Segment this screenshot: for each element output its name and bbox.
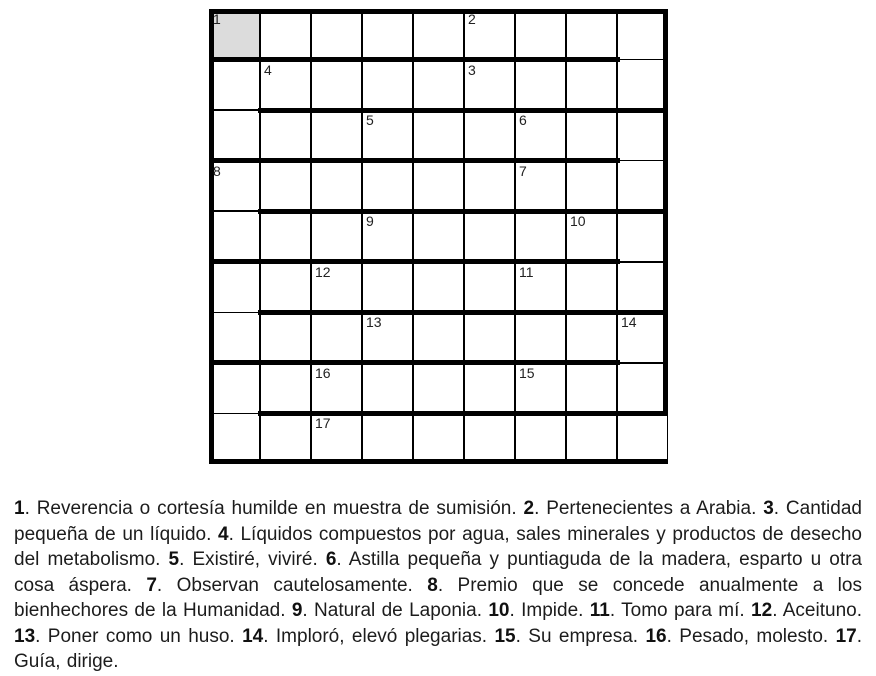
grid-thick-separator (209, 158, 620, 163)
clue-text: . Premio que se concede anualmente a los bienhechores de la Humanidad. (14, 574, 862, 621)
clue-text: . Pertenecientes a Arabia. (534, 498, 764, 519)
cell-number: 9 (366, 213, 374, 230)
grid-cell[interactable] (209, 312, 260, 363)
grid-cell[interactable] (260, 9, 311, 60)
cell-number: 2 (468, 11, 476, 27)
grid-border-bottom (209, 459, 668, 464)
grid-line (310, 9, 312, 464)
grid-cell[interactable] (209, 110, 260, 161)
grid-cell[interactable] (617, 211, 668, 262)
clue-number: 4 (218, 523, 229, 545)
grid-cell[interactable] (464, 161, 515, 212)
grid-cell[interactable] (209, 413, 260, 464)
grid-cell[interactable] (362, 161, 413, 212)
grid-cell[interactable] (260, 312, 311, 363)
clue-text: . Cantidad pequeña de un líquido. (14, 498, 862, 545)
grid-cell[interactable] (209, 262, 260, 313)
clue-number: 9 (291, 600, 303, 621)
grid-cell[interactable] (209, 211, 260, 262)
clue-number: 7 (146, 574, 157, 596)
cell-number: 15 (519, 364, 535, 381)
grid-cell[interactable] (413, 9, 464, 60)
grid-cell[interactable] (311, 9, 362, 60)
cell-number: 11 (519, 263, 534, 280)
clue-number: 1 (14, 498, 25, 519)
clues-paragraph (14, 496, 862, 675)
grid-line (616, 9, 618, 464)
clue-number: 12 (751, 600, 773, 621)
cell-number: 13 (366, 314, 382, 331)
grid-cell[interactable] (464, 363, 515, 414)
cell-number: 16 (315, 364, 331, 381)
clue-text: . Imploró, elevó plegarias. (263, 625, 495, 647)
grid-cell[interactable] (260, 211, 311, 262)
grid-cell[interactable] (209, 363, 260, 414)
grid-cell[interactable] (413, 363, 464, 414)
grid-cell[interactable] (464, 262, 515, 313)
grid-line (514, 9, 516, 464)
grid-thick-separator (209, 360, 620, 365)
grid-cell[interactable] (311, 60, 362, 111)
clue-number: 6 (325, 549, 337, 570)
grid-cell[interactable] (362, 262, 413, 313)
cell-number: 3 (468, 61, 476, 78)
cell-number: 12 (315, 263, 331, 280)
grid-line (463, 9, 465, 464)
grid-cell[interactable] (566, 413, 617, 464)
grid-cell[interactable] (617, 363, 668, 414)
grid-cell[interactable] (566, 60, 617, 111)
grid-cell[interactable] (515, 9, 566, 60)
grid-cell[interactable] (260, 413, 311, 464)
grid-cell[interactable] (515, 413, 566, 464)
clue-number: 8 (427, 574, 438, 596)
clue-text: . Natural de Laponia. (302, 600, 489, 621)
grid-cell[interactable] (413, 312, 464, 363)
grid-cell[interactable] (413, 110, 464, 161)
grid-cell[interactable] (464, 110, 515, 161)
clue-number: 14 (242, 625, 264, 647)
grid-cell[interactable] (566, 363, 617, 414)
grid-cell[interactable] (566, 312, 617, 363)
grid-cell[interactable] (464, 312, 515, 363)
clue-number: 2 (523, 498, 535, 519)
grid-cell[interactable] (311, 110, 362, 161)
grid-cell[interactable] (515, 312, 566, 363)
clue-text: . Guía, dirige. (14, 625, 862, 672)
grid-cell[interactable] (617, 161, 668, 212)
grid-cell[interactable] (617, 110, 668, 161)
grid-cell[interactable] (362, 9, 413, 60)
clue-text: . Tomo para mí. (609, 600, 752, 621)
clue-number: 17 (835, 625, 857, 647)
grid-cell[interactable] (413, 413, 464, 464)
clue-number: 5 (168, 549, 180, 570)
grid-cell[interactable] (464, 413, 515, 464)
grid-cell[interactable] (362, 363, 413, 414)
grid-cell[interactable] (464, 211, 515, 262)
clue-text: . Reverencia o cortesía humilde en muestra de sumisión. (24, 498, 524, 519)
cell-number: 10 (570, 213, 586, 230)
crossword-grid (209, 9, 668, 464)
cell-number: 1 (213, 11, 221, 27)
grid-thick-separator (258, 310, 669, 315)
grid-line (565, 9, 567, 464)
grid-cell[interactable] (515, 211, 566, 262)
grid-line (361, 9, 363, 464)
cell-number: 5 (366, 112, 374, 129)
grid-line (259, 9, 261, 464)
clue-number: 11 (589, 600, 610, 621)
grid-cell[interactable] (413, 161, 464, 212)
grid-cell[interactable] (566, 110, 617, 161)
grid-cell[interactable] (260, 161, 311, 212)
cell-number: 4 (264, 61, 272, 78)
grid-cell[interactable] (413, 262, 464, 313)
clue-text: . Observan cautelosamente. (156, 574, 428, 596)
clue-text: . Existiré, viviré. (179, 549, 326, 570)
grid-cell[interactable] (617, 262, 668, 313)
cell-number: 14 (621, 314, 637, 331)
clue-number: 16 (645, 625, 667, 647)
grid-thick-separator (258, 209, 669, 214)
grid-border-left (209, 9, 214, 464)
grid-border-right (663, 9, 668, 416)
clue-number: 13 (14, 625, 36, 647)
grid-thick-separator (209, 259, 620, 264)
clue-text: . Impide. (509, 600, 590, 621)
clue-text: . Astilla pequeña y puntiaguda de la madera, esparto u otra cosa áspera. (14, 549, 863, 596)
grid-cell[interactable] (413, 60, 464, 111)
grid-cell[interactable] (617, 9, 668, 60)
clue-number: 10 (488, 600, 510, 621)
cell-number: 17 (315, 415, 331, 432)
grid-cell[interactable] (311, 211, 362, 262)
cell-number: 7 (519, 162, 527, 179)
grid-cell[interactable] (566, 161, 617, 212)
clue-text: . Su empresa. (515, 625, 646, 647)
grid-cell[interactable] (260, 110, 311, 161)
clue-text: . Líquidos compuestos por agua, sales minerales y productos de desecho del metabolismo. (14, 523, 862, 570)
grid-cell[interactable] (515, 60, 566, 111)
grid-cell[interactable] (260, 363, 311, 414)
grid-cell[interactable] (311, 312, 362, 363)
cell-number: 8 (213, 162, 221, 179)
grid-border-top (209, 9, 668, 14)
grid-cell[interactable] (413, 211, 464, 262)
grid-cell[interactable] (566, 262, 617, 313)
grid-cell[interactable] (209, 60, 260, 111)
grid-cell[interactable] (617, 413, 668, 464)
grid-cell[interactable] (260, 262, 311, 313)
clue-number: 3 (763, 498, 774, 519)
grid-cell[interactable] (566, 9, 617, 60)
clue-text: . Aceituno. (772, 600, 862, 621)
clue-text: . Pesado, molesto. (666, 625, 836, 647)
grid-cell[interactable] (311, 161, 362, 212)
cell-number: 6 (519, 112, 527, 129)
grid-cell[interactable] (617, 60, 668, 111)
grid-cell[interactable] (362, 413, 413, 464)
grid-cell[interactable] (362, 60, 413, 111)
grid-line (412, 9, 414, 464)
clue-text: . Poner como un huso. (35, 625, 243, 647)
clue-number: 15 (494, 625, 516, 647)
grid-thick-separator (258, 108, 669, 113)
